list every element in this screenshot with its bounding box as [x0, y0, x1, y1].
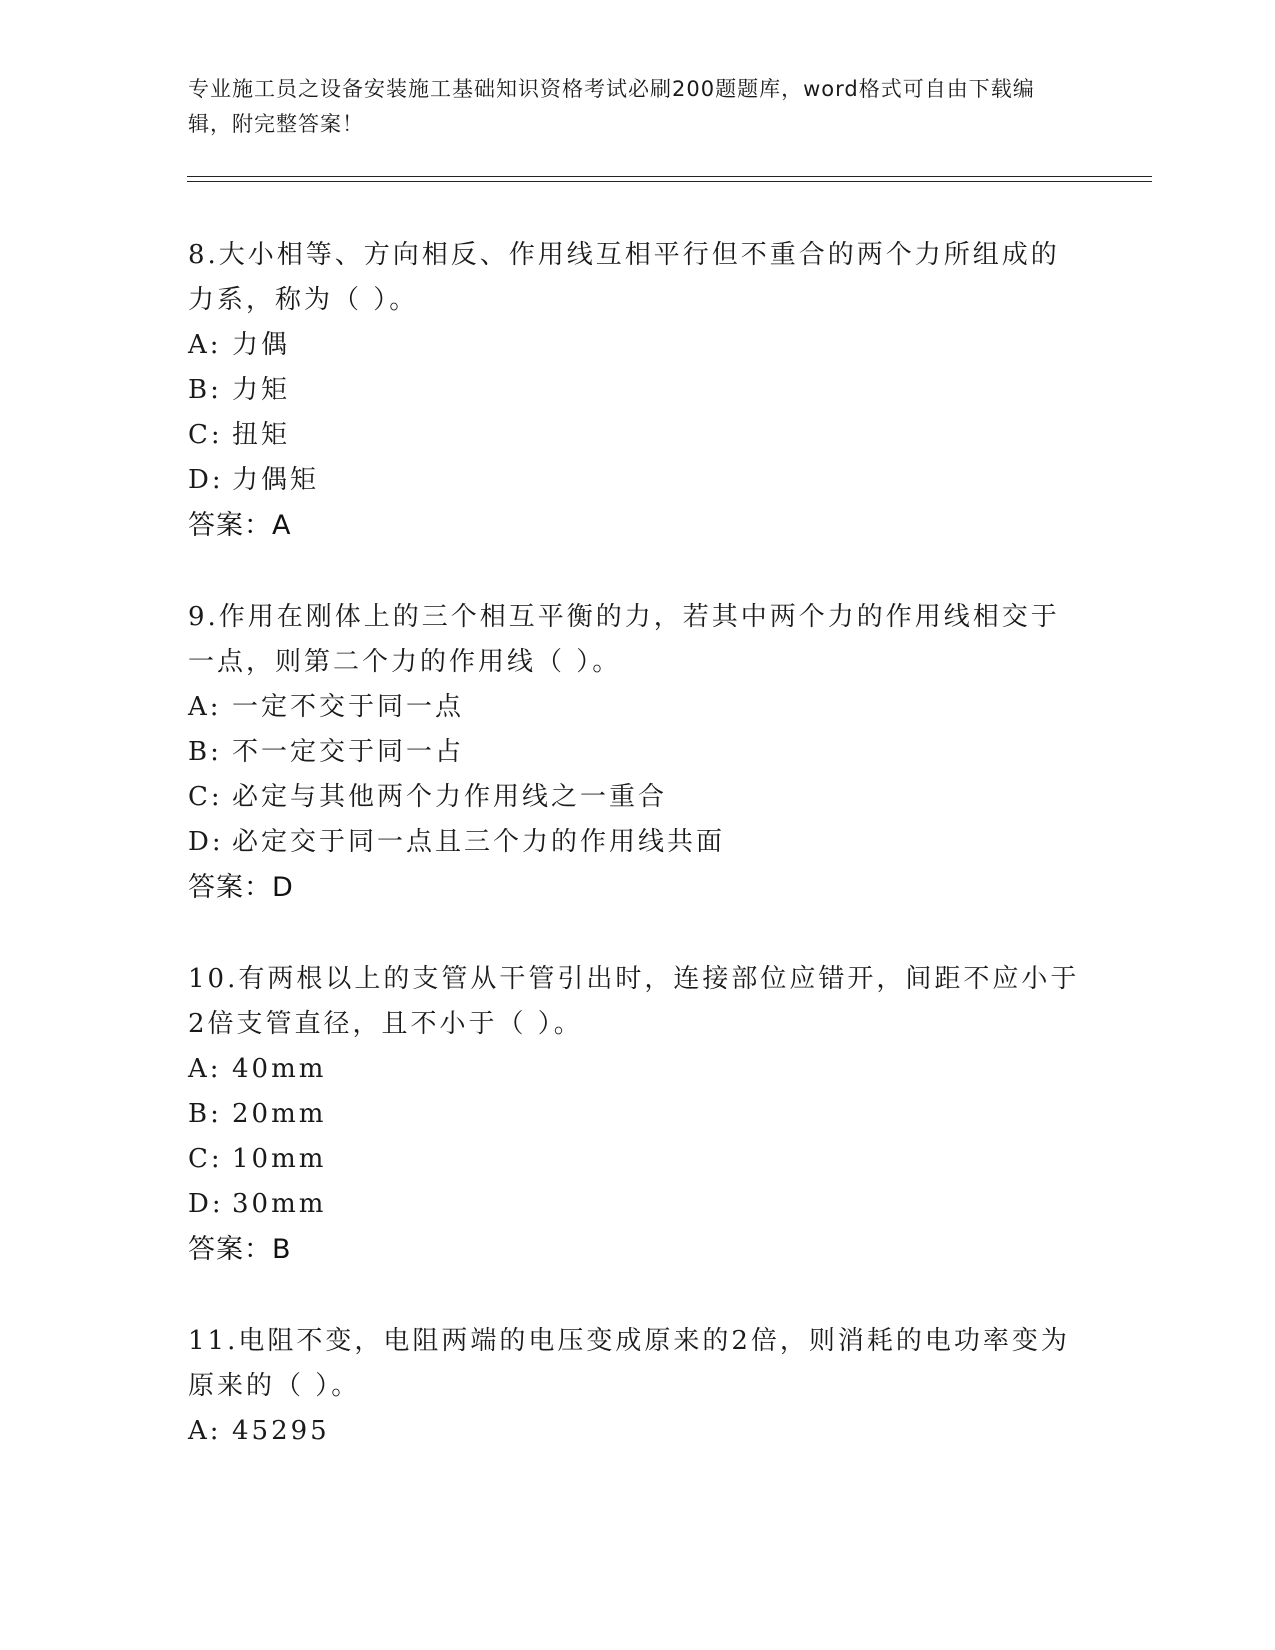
question-10	[188, 957, 1088, 1272]
option-key: C:	[188, 1144, 223, 1174]
option-d	[188, 820, 1088, 865]
option-b	[188, 730, 1088, 775]
option-text: 30mm	[232, 1189, 327, 1219]
option-key: A:	[188, 330, 222, 360]
option-d	[188, 458, 1088, 503]
question-8	[188, 233, 1088, 548]
option-a	[188, 1409, 1088, 1454]
option-b	[188, 1092, 1088, 1137]
option-key: D:	[188, 827, 224, 857]
option-key: A:	[188, 1416, 222, 1446]
question-stem: 10.有两根以上的支管从干管引出时，连接部位应错开，间距不应小于2倍支管直径，且不小于（ ）。	[188, 964, 1080, 1039]
option-key: B:	[188, 1099, 222, 1129]
option-b	[188, 368, 1088, 413]
option-key: A:	[188, 1054, 222, 1084]
question-stem: 9.作用在刚体上的三个相互平衡的力，若其中两个力的作用线相交于一点，则第二个力的作用线（ ）。	[188, 602, 1060, 677]
option-key: D:	[188, 1189, 224, 1219]
option-text: 45295	[232, 1416, 330, 1446]
option-a	[188, 1047, 1088, 1092]
answer-line: 答案：B	[188, 1234, 292, 1265]
option-key: C:	[188, 420, 223, 450]
option-a	[188, 685, 1088, 730]
question-stem: 11.电阻不变，电阻两端的电压变成原来的2倍，则消耗的电功率变为原来的（ ）。	[188, 1326, 1070, 1401]
option-key: C:	[188, 782, 223, 812]
option-text: 力矩	[232, 375, 291, 405]
question-9	[188, 595, 1088, 910]
option-c	[188, 775, 1088, 820]
option-text: 10mm	[232, 1144, 327, 1174]
option-text: 不一定交于同一占	[232, 737, 465, 767]
header-divider-bottom	[187, 181, 1152, 182]
question-stem: 8.大小相等、方向相反、作用线互相平行但不重合的两个力所组成的力系，称为（ ）。	[188, 240, 1060, 315]
option-text: 力偶	[232, 330, 291, 360]
header-divider-top	[187, 176, 1152, 177]
option-key: A:	[188, 692, 222, 722]
option-d	[188, 1182, 1088, 1227]
answer-line: 答案：A	[188, 510, 292, 541]
option-c	[188, 1137, 1088, 1182]
option-text: 一定不交于同一点	[232, 692, 465, 722]
answer-line: 答案：D	[188, 872, 294, 903]
question-11	[188, 1319, 1088, 1454]
option-text: 必定交于同一点且三个力的作用线共面	[232, 827, 726, 857]
document-header: 专业施工员之设备安装施工基础知识资格考试必刷200题题库，word格式可自由下载编辑，附完整答案！	[188, 77, 1035, 136]
option-text: 必定与其他两个力作用线之一重合	[232, 782, 668, 812]
option-a	[188, 323, 1088, 368]
option-text: 力偶矩	[232, 465, 320, 495]
option-text: 扭矩	[232, 420, 291, 450]
option-key: D:	[188, 465, 224, 495]
option-key: B:	[188, 737, 222, 767]
option-key: B:	[188, 375, 222, 405]
option-text: 40mm	[232, 1054, 327, 1084]
option-text: 20mm	[232, 1099, 327, 1129]
option-c	[188, 413, 1088, 458]
